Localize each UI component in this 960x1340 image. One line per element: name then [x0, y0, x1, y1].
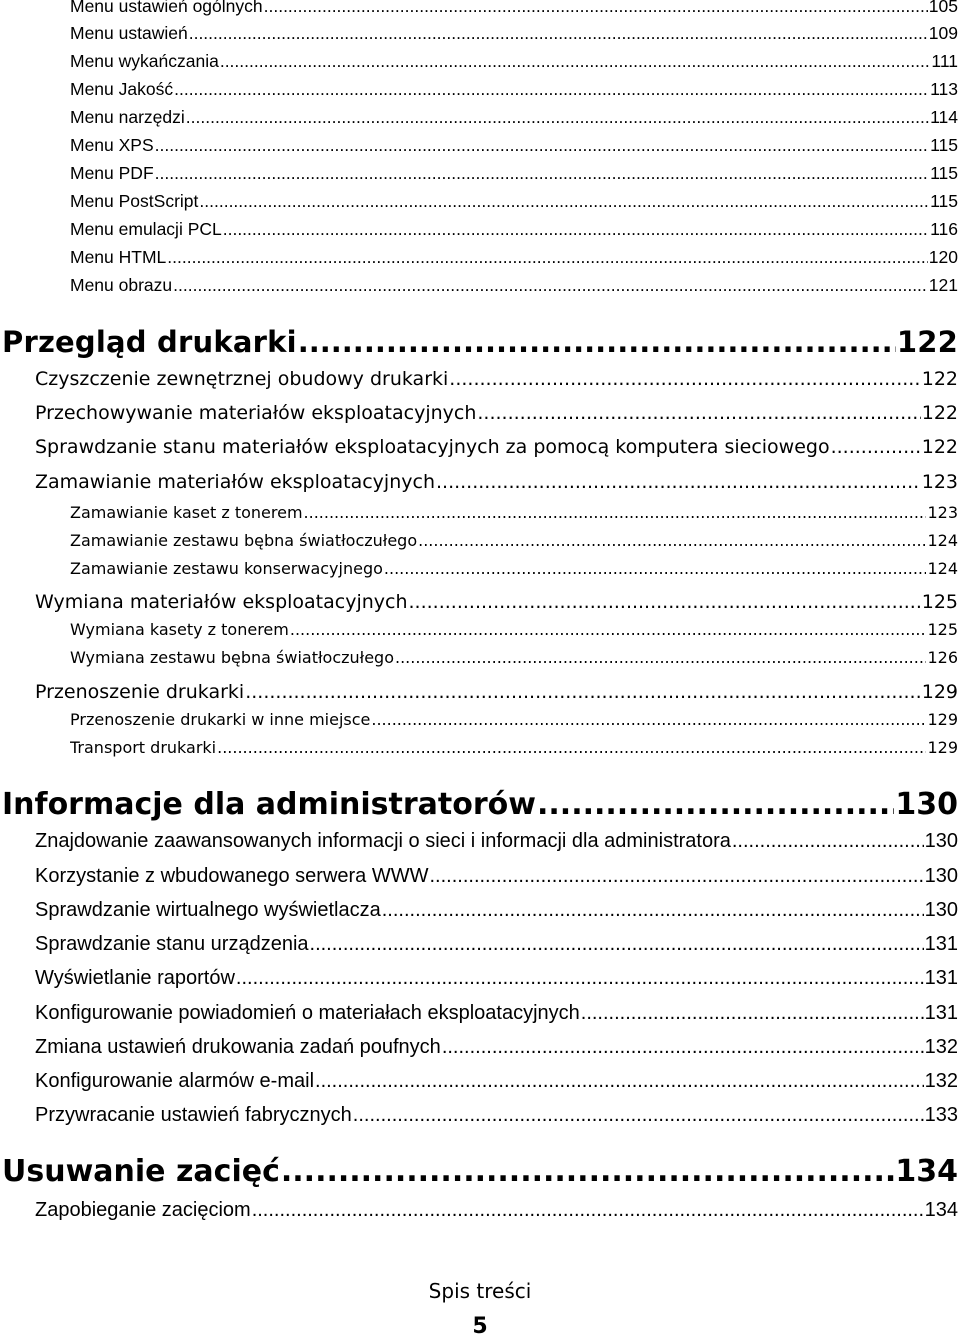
toc-entry-page: 125	[927, 620, 958, 639]
toc-entry[interactable]	[35, 1002, 958, 1030]
toc-leader-dots	[252, 1199, 924, 1222]
toc-entry[interactable]	[35, 899, 958, 927]
toc-entry[interactable]	[70, 0, 958, 20]
toc-entry-title: Sprawdzanie wirtualnego wyświetlacza	[35, 899, 381, 921]
toc-entry-page: 132	[924, 1036, 958, 1058]
toc-entry-title: Przechowywanie materiałów eksploatacyjnych	[35, 402, 477, 424]
toc-entry[interactable]	[2, 325, 958, 363]
toc-entry-page: 115	[930, 163, 958, 183]
toc-leader-dots	[382, 899, 924, 922]
toc-leader-dots	[220, 51, 931, 72]
toc-entry[interactable]	[70, 191, 958, 215]
toc-entry-page: 123	[927, 503, 958, 522]
toc-leader-dots	[418, 531, 926, 550]
toc-entry[interactable]	[35, 1036, 958, 1064]
toc-entry-page: 111	[931, 51, 958, 71]
toc-entry[interactable]	[70, 219, 958, 243]
toc-entry[interactable]	[35, 471, 958, 499]
toc-entry-title: Przywracanie ustawień fabrycznych	[35, 1104, 352, 1126]
toc-entry-page: 121	[928, 275, 958, 295]
toc-entry-page: 125	[921, 591, 958, 613]
toc-leader-dots	[217, 738, 926, 757]
toc-entry-page: 116	[930, 219, 958, 239]
toc-entry[interactable]	[70, 79, 958, 103]
footer-page-number: 5	[472, 1314, 488, 1339]
toc-entry[interactable]	[35, 1104, 958, 1132]
toc-leader-dots	[395, 648, 926, 667]
toc-entry-title: Menu emulacji PCL	[70, 219, 222, 239]
toc-entry-page: 134	[924, 1199, 958, 1221]
toc-entry[interactable]	[35, 830, 958, 858]
toc-leader-dots	[167, 247, 928, 268]
toc-entry-title: Menu XPS	[70, 135, 154, 155]
toc-entry-page: 113	[930, 79, 958, 99]
toc-entry-page: 134	[895, 1154, 958, 1189]
toc-leader-dots	[449, 368, 920, 390]
toc-leader-dots	[236, 967, 924, 990]
toc-entry[interactable]	[35, 1070, 958, 1098]
toc-entry-title: Zmiana ustawień drukowania zadań poufnych	[35, 1036, 441, 1058]
toc-entry-title: Przenoszenie drukarki w inne miejsce	[70, 710, 371, 729]
toc-entry-page: 130	[924, 899, 958, 921]
toc-entry-page: 129	[921, 681, 958, 703]
toc-entry-title: Menu ustawień	[70, 23, 188, 43]
toc-entry-page: 131	[924, 1002, 958, 1024]
toc-entry-page: 124	[927, 531, 958, 550]
toc-entry[interactable]	[70, 710, 958, 734]
toc-leader-dots	[186, 107, 929, 128]
toc-leader-dots	[581, 1002, 924, 1025]
toc-entry[interactable]	[70, 135, 958, 159]
toc-entry-title: Zapobieganie zacięciom	[35, 1199, 251, 1221]
toc-leader-dots	[174, 79, 929, 100]
toc-entry[interactable]	[35, 681, 958, 709]
toc-entry[interactable]	[35, 1199, 958, 1227]
toc-entry-title: Transport drukarki	[70, 738, 217, 757]
toc-leader-dots	[429, 865, 923, 888]
toc-entry-title: Zamawianie zestawu bębna światłoczułego	[70, 531, 418, 550]
toc-entry[interactable]	[70, 559, 958, 583]
toc-leader-dots	[304, 503, 927, 522]
toc-entry-page: 115	[930, 135, 958, 155]
toc-entry[interactable]	[70, 107, 958, 131]
toc-leader-dots	[371, 710, 926, 729]
toc-leader-dots	[310, 933, 924, 956]
toc-entry-page: 115	[930, 191, 958, 211]
toc-entry[interactable]	[70, 503, 958, 527]
toc-entry[interactable]	[70, 23, 958, 47]
toc-leader-dots	[281, 1154, 895, 1189]
toc-entry-page: 114	[930, 107, 958, 127]
toc-entry[interactable]	[70, 648, 958, 672]
toc-entry[interactable]	[2, 787, 958, 827]
toc-leader-dots	[477, 402, 920, 424]
toc-entry-page: 122	[921, 402, 958, 424]
toc-entry-page: 109	[928, 23, 958, 43]
toc-entry-title: Korzystanie z wbudowanego serwera WWW	[35, 865, 429, 887]
toc-leader-dots	[245, 681, 921, 703]
toc-entry-page: 130	[895, 787, 958, 822]
toc-leader-dots	[189, 23, 928, 44]
toc-leader-dots	[155, 163, 929, 184]
toc-entry-title: Usuwanie zacięć	[2, 1154, 280, 1189]
footer-section-title: Spis treści	[428, 1279, 532, 1303]
toc-entry-page: 131	[924, 967, 958, 989]
toc-leader-dots	[436, 471, 921, 493]
toc-leader-dots	[290, 620, 927, 639]
toc-leader-dots	[199, 191, 929, 212]
toc-entry-page: 122	[921, 436, 958, 458]
toc-entry-page: 131	[924, 933, 958, 955]
toc-entry-title: Konfigurowanie powiadomień o materiałach eksploatacyjnych	[35, 1002, 580, 1024]
toc-entry[interactable]	[35, 933, 958, 961]
toc-entry-title: Wymiana materiałów eksploatacyjnych	[35, 591, 408, 613]
toc-entry[interactable]	[35, 402, 958, 430]
toc-leader-dots	[831, 436, 921, 458]
toc-entry-title: Menu Jakość	[70, 79, 174, 99]
toc-entry-title: Sprawdzanie stanu urządzenia	[35, 933, 309, 955]
toc-entry-page: 122	[896, 325, 958, 359]
toc-entry-page: 130	[924, 830, 958, 852]
toc-leader-dots	[353, 1104, 924, 1127]
toc-leader-dots	[537, 787, 894, 822]
toc-entry[interactable]	[70, 620, 958, 644]
toc-entry[interactable]	[70, 531, 958, 555]
toc-entry[interactable]	[35, 591, 958, 619]
toc-entry-title: Wymiana kasety z tonerem	[70, 620, 289, 639]
toc-entry-title: Przegląd drukarki	[2, 325, 297, 359]
toc-entry-page: 124	[927, 559, 958, 578]
toc-entry[interactable]	[35, 967, 958, 995]
toc-entry[interactable]	[70, 163, 958, 187]
toc-entry-page: 123	[921, 471, 958, 493]
toc-entry-title: Znajdowanie zaawansowanych informacji o sieci i informacji dla administratora	[35, 830, 731, 852]
toc-entry[interactable]	[35, 436, 958, 464]
toc-entry-title: Informacje dla administratorów	[2, 787, 536, 822]
toc-leader-dots	[155, 135, 929, 156]
toc-entry-title: Menu wykańczania	[70, 51, 219, 71]
toc-entry-page: 129	[927, 710, 958, 729]
toc-entry-title: Wymiana zestawu bębna światłoczułego	[70, 648, 394, 667]
toc-entry[interactable]	[35, 865, 958, 893]
toc-entry-page: 130	[924, 865, 958, 887]
toc-leader-dots	[173, 275, 928, 296]
toc-entry-page: 133	[924, 1104, 958, 1126]
toc-leader-dots	[223, 219, 929, 240]
toc-entry-title: Menu HTML	[70, 247, 167, 267]
toc-entry-title: Menu ustawień ogólnych	[70, 0, 263, 16]
toc-entry-title: Menu obrazu	[70, 275, 173, 295]
toc-entry-page: 129	[927, 738, 958, 757]
toc-entry[interactable]	[70, 51, 958, 75]
toc-entry[interactable]	[70, 247, 958, 271]
toc-entry-page: 122	[921, 368, 958, 390]
toc-entry-title: Zamawianie kaset z tonerem	[70, 503, 303, 522]
toc-leader-dots	[264, 0, 928, 17]
toc-entry-title: Czyszczenie zewnętrznej obudowy drukarki	[35, 368, 449, 390]
toc-entry-page: 105	[928, 0, 958, 16]
toc-entry[interactable]	[70, 275, 958, 299]
toc-entry-title: Sprawdzanie stanu materiałów eksploatacyjnych za pomocą komputera sieciowego	[35, 436, 830, 458]
toc-entry[interactable]	[2, 1154, 958, 1194]
toc-entry[interactable]	[35, 368, 958, 396]
toc-leader-dots	[298, 325, 896, 359]
toc-entry-title: Konfigurowanie alarmów e-mail	[35, 1070, 315, 1092]
toc-leader-dots	[442, 1036, 924, 1059]
toc-entry-page: 126	[927, 648, 958, 667]
toc-entry-title: Menu PDF	[70, 163, 154, 183]
toc-entry-title: Wyświetlanie raportów	[35, 967, 235, 989]
toc-leader-dots	[384, 559, 927, 578]
toc-entry-page: 132	[924, 1070, 958, 1092]
toc-entry-title: Przenoszenie drukarki	[35, 681, 245, 703]
toc-entry-title: Zamawianie materiałów eksploatacyjnych	[35, 471, 435, 493]
toc-leader-dots	[732, 830, 924, 853]
toc-entry-title: Zamawianie zestawu konserwacyjnego	[70, 559, 383, 578]
toc-leader-dots	[315, 1070, 924, 1093]
toc-entry-title: Menu PostScript	[70, 191, 199, 211]
toc-entry-title: Menu narzędzi	[70, 107, 185, 127]
toc-entry[interactable]	[70, 738, 958, 762]
toc-entry-page: 120	[928, 247, 958, 267]
toc-leader-dots	[409, 591, 921, 613]
